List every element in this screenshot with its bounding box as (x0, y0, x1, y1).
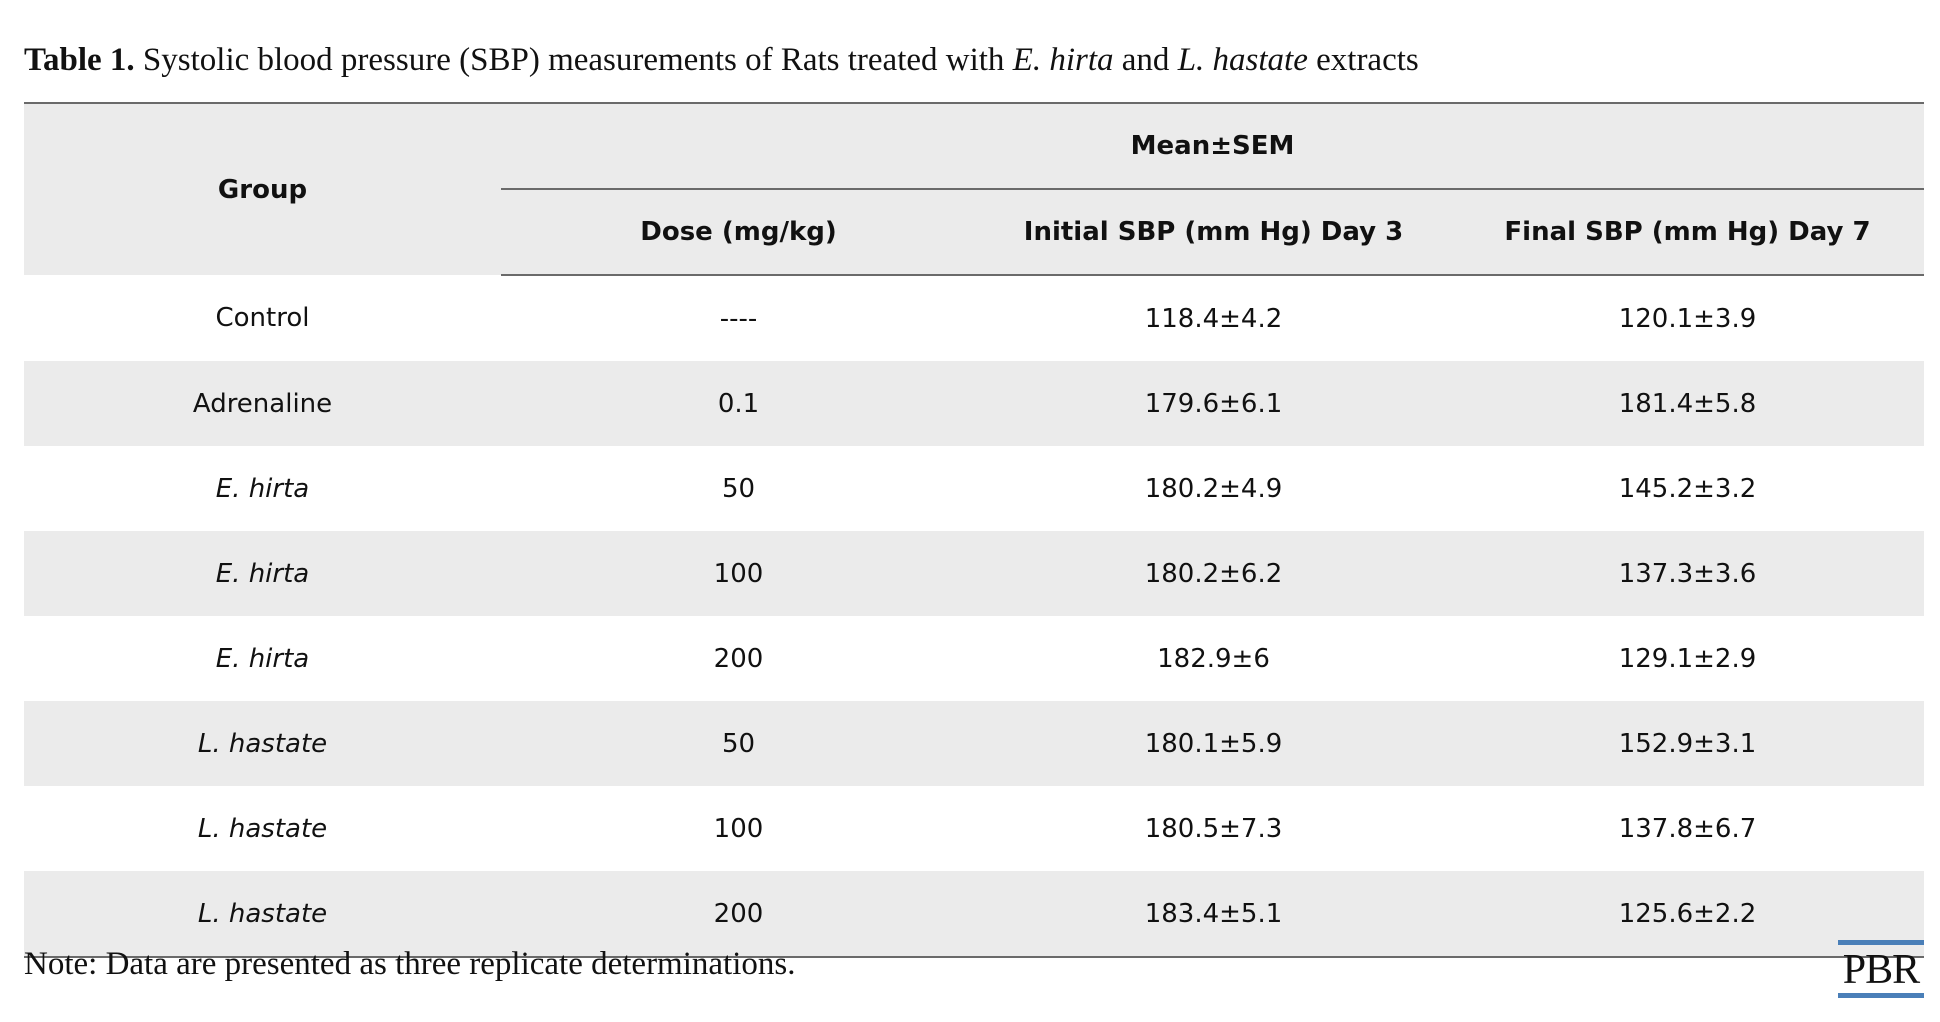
cell-group: E. hirta (24, 531, 501, 616)
cell-final-sbp: 181.4±5.8 (1451, 361, 1924, 446)
cell-final-sbp: 129.1±2.9 (1618, 643, 1757, 674)
cell-final-sbp: 120.1±3.9 (1618, 303, 1757, 334)
logo-text: PBR (1842, 947, 1920, 993)
cell-final-sbp: 152.9±3.1 (1451, 701, 1924, 786)
logo-top-bar (1838, 940, 1924, 945)
cell-initial-sbp: 180.2±4.9 (1144, 473, 1283, 504)
cell-final-sbp: 145.2±3.2 (1618, 473, 1757, 504)
table-row (24, 446, 1924, 531)
cell-group: E. hirta (215, 643, 310, 674)
header-dose: Dose (mg/kg) (501, 189, 976, 275)
sbp-table (24, 102, 1924, 958)
sbp-table-container (24, 102, 1924, 958)
caption-species-1: E. hirta (1012, 42, 1114, 78)
table-note: Note: Data are presented as three replicate determinations. (24, 946, 796, 982)
cell-final-sbp: 137.3±3.6 (1451, 531, 1924, 616)
table-row (24, 275, 1924, 361)
cell-initial-sbp: 180.1±5.9 (976, 701, 1451, 786)
cell-final-sbp: 125.6±2.2 (1451, 871, 1924, 957)
cell-dose: 0.1 (501, 361, 976, 446)
cell-group: L. hastate (24, 871, 501, 957)
cell-initial-sbp: 180.2±6.2 (976, 531, 1451, 616)
table-row (24, 361, 1924, 446)
caption-label: Table 1. (24, 42, 135, 78)
cell-dose: ---- (719, 303, 758, 334)
cell-group: L. hastate (197, 813, 328, 844)
caption-text-1: Systolic blood pressure (SBP) measurements of Rats treated with (134, 42, 1013, 78)
table-row (24, 786, 1924, 871)
cell-initial-sbp: 118.4±4.2 (1144, 303, 1283, 334)
cell-initial-sbp: 182.9±6 (1157, 643, 1270, 674)
cell-final-sbp: 137.8±6.7 (1618, 813, 1757, 844)
table-body (24, 275, 1924, 957)
header-mean-sem: Mean±SEM (501, 103, 1924, 189)
cell-initial-sbp: 180.5±7.3 (1144, 813, 1283, 844)
cell-group: E. hirta (215, 473, 310, 504)
cell-dose: 100 (713, 813, 764, 844)
cell-group: L. hastate (24, 701, 501, 786)
header-initial-sbp: Initial SBP (mm Hg) Day 3 (976, 189, 1451, 275)
cell-dose: 200 (713, 643, 764, 674)
cell-dose: 100 (501, 531, 976, 616)
cell-initial-sbp: 179.6±6.1 (976, 361, 1451, 446)
table-row (24, 701, 1924, 786)
cell-initial-sbp: 183.4±5.1 (976, 871, 1451, 957)
cell-dose: 50 (721, 473, 756, 504)
table-row (24, 531, 1924, 616)
table-row (24, 616, 1924, 701)
header-final-sbp: Final SBP (mm Hg) Day 7 (1451, 189, 1924, 275)
logo-bottom-bar (1838, 993, 1924, 998)
cell-group: Control (215, 303, 310, 333)
caption-text-2: and (1113, 42, 1178, 78)
cell-dose: 50 (501, 701, 976, 786)
caption-species-2: L. hastate (1177, 42, 1308, 78)
table-caption (24, 38, 1419, 82)
caption-text-3: extracts (1307, 42, 1419, 78)
cell-dose: 200 (501, 871, 976, 957)
pbr-logo (1838, 940, 1924, 998)
cell-group: Adrenaline (24, 361, 501, 446)
header-group: Group (24, 103, 501, 275)
